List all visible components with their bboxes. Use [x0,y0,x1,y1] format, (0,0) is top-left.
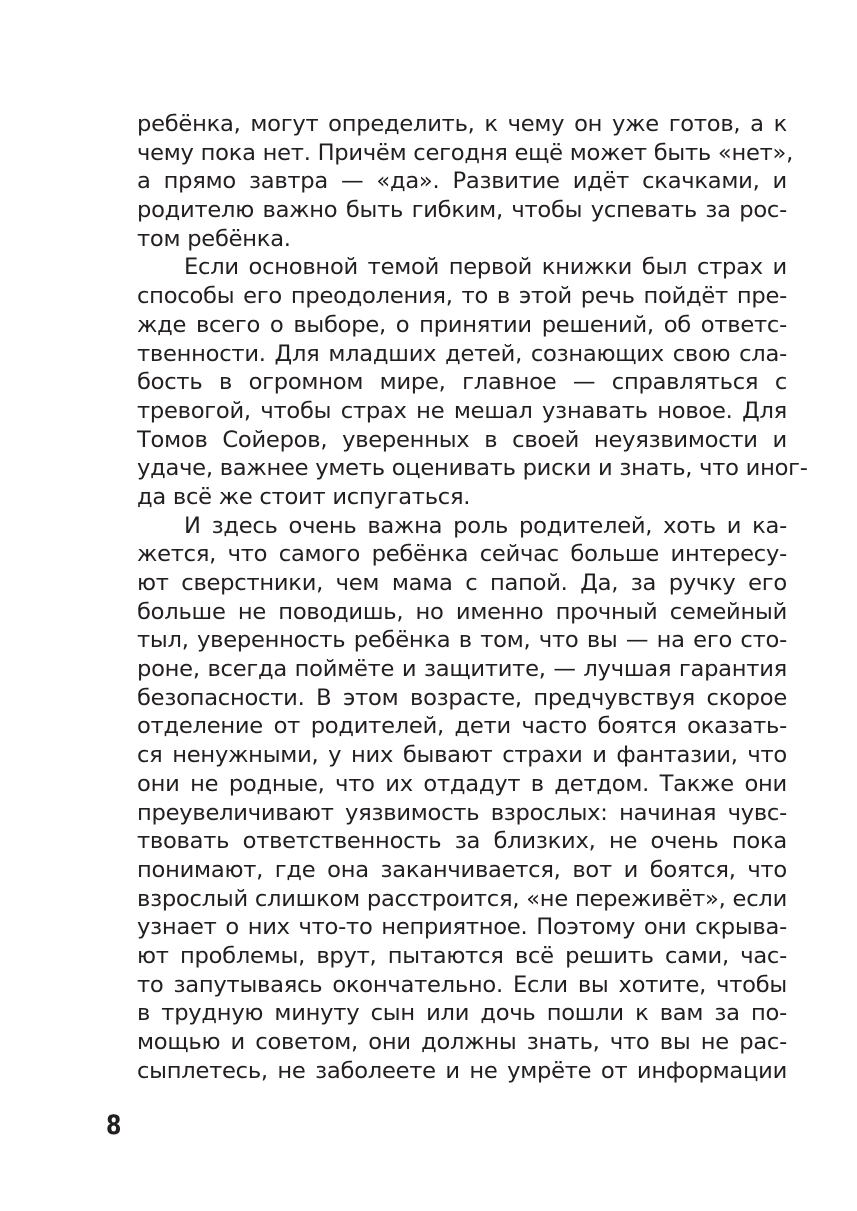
text-line: узнает о них что-то неприятное. Поэтому они скрыва- [137,914,787,941]
text-line: роне, всегда поймёте и защитите, — лучшая гарантия [137,656,787,683]
text-line: взрослый слишком расстроится, «не переживёт», если [137,885,787,912]
text-line: тревогой, чтобы страх не мешал узнавать новое. Для [137,397,787,424]
text-line: Если основной темой первой книжки был страх и [184,254,787,281]
text-line: И здесь очень важна роль родителей, хоть и ка- [184,512,787,539]
text-line: сыплетесь, не заболеете и не умрёте от информации [137,1057,787,1084]
paragraph-3 [137,512,787,1086]
text-line: ют проблемы, врут, пытаются всё решить сами, час- [137,942,787,969]
text-line: твовать ответственность за близких, не очень пока [137,828,787,855]
text-line: понимают, где она заканчивается, вот и боятся, что [137,856,787,883]
text-line: да всё же стоит испугаться. [137,483,471,510]
text-line: больше не поводишь, но именно прочный семейный [137,598,787,625]
text-line: родителю важно быть гибким, чтобы успевать за рос- [137,197,787,224]
text-line: отделение от родителей, дети часто боятся оказать- [137,713,787,740]
text-line: способы его преодоления, то в этой речь пойдёт пре- [137,283,787,310]
text-line: ребёнка, могут определить, к чему он уже готов, а к [137,111,787,137]
text-line: они не родные, что их отдадут в детдом. Также они [137,770,787,797]
text-line: безопасности. В этом возрасте, предчувствуя скорое [137,684,787,711]
text-line: преувеличивают уязвимость взрослых: начиная чувс- [137,799,787,826]
page-number: 8 [106,1110,122,1141]
text-line: удаче, важнее уметь оценивать риски и знать, что иног- [137,455,808,482]
paragraph-1 [137,110,794,253]
text-line: жде всего о выборе, о принятии решений, об ответс- [137,311,787,338]
text-line: а прямо завтра — «да». Развитие идёт скачками, и [137,168,787,195]
text-line: в трудную минуту сын или дочь пошли к вам за по- [137,1000,787,1027]
text-line: твенности. Для младших детей, сознающих свою сла- [137,340,787,367]
body-text [137,110,808,1085]
text-line: жется, что самого ребёнка сейчас больше интересу- [137,541,787,568]
text-line: тыл, уверенность ребёнка в том, что вы — на его сто- [137,627,787,654]
paragraph-2 [137,253,808,511]
text-line: ют сверстники, чем мама с папой. Да, за ручку его [137,570,787,596]
text-line: том ребёнка. [137,225,291,252]
text-line: чему пока нет. Причём сегодня ещё может быть «нет», [137,139,794,166]
text-line: бость в огромном мире, главное — справляться с [137,369,787,396]
text-line: ся ненужными, у них бывают страхи и фантазии, что [137,742,787,769]
text-line: мощью и советом, они должны знать, что вы не рас- [137,1029,787,1055]
text-line: Томов Сойеров, уверенных в своей неуязвимости и [137,426,787,453]
text-line: то запутываясь окончательно. Если вы хотите, чтобы [137,971,787,998]
